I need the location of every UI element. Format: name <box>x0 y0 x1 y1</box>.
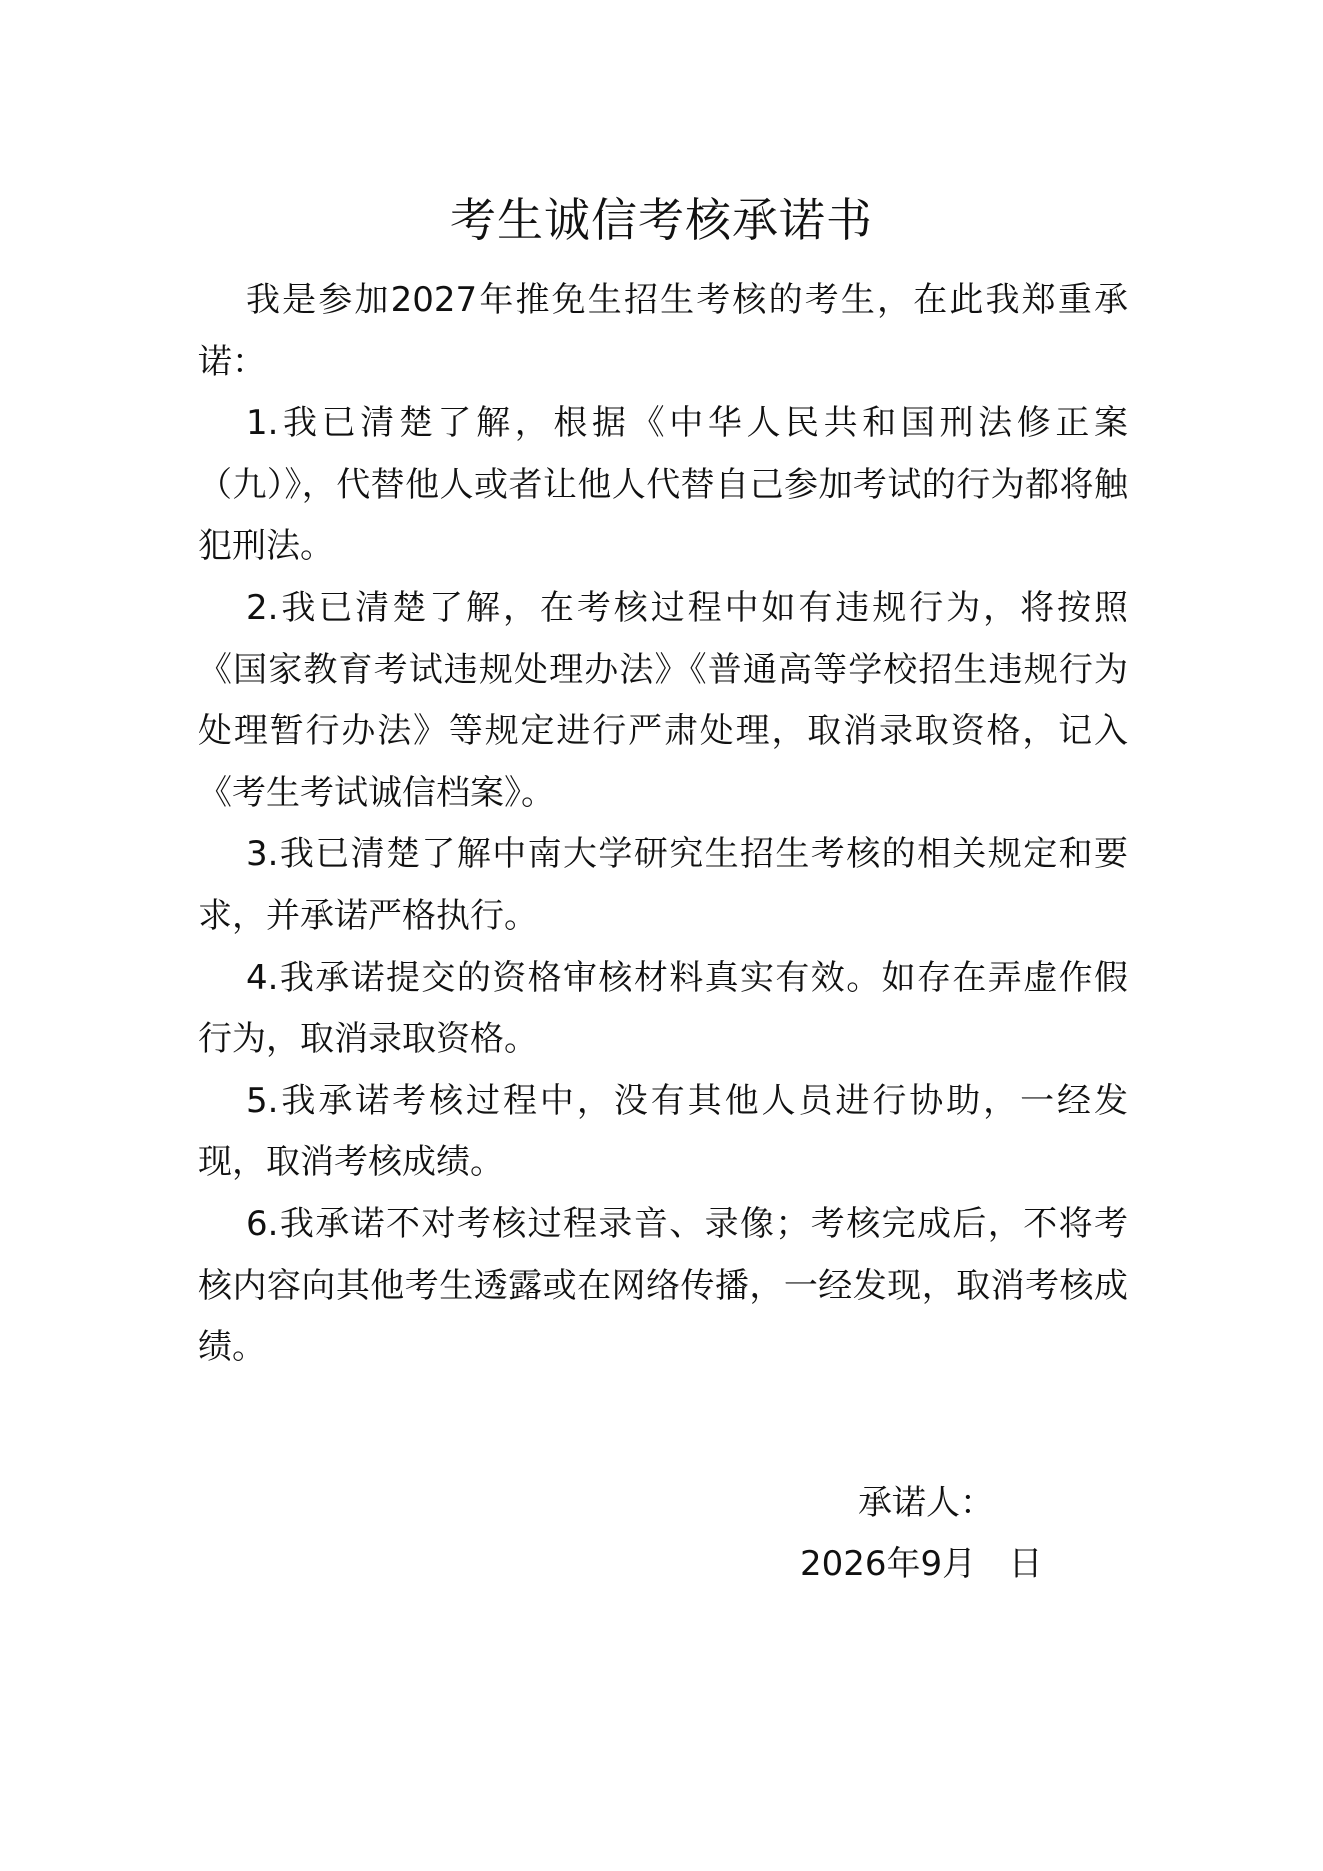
document-title: 考生诚信考核承诺书 <box>450 193 873 247</box>
signer-label: 承诺人： <box>858 1483 994 1523</box>
pledge-item-6: 6.我承诺不对考核过程录音、录像；考核完成后，不将考核内容向其他考生透露或在网络传播，一经发现，取消考核成绩。 <box>198 1203 1128 1368</box>
pledge-item-2: 2.我已清楚了解，在考核过程中如有违规行为，将按照《国家教育考试违规处理办法》《普通高等学校招生违规行为处理暂行办法》等规定进行严肃处理，取消录取资格，记入《考生考试诚信档案》。 <box>198 587 1128 813</box>
pledge-item-4: 4.我承诺提交的资格审核材料真实有效。如存在弄虚作假行为，取消录取资格。 <box>198 957 1128 1060</box>
pledge-item-1: 1.我已清楚了解，根据《中华人民共和国刑法修正案（九）》，代替他人或者让他人代替自己参加考试的行为都将触犯刑法。 <box>198 403 1128 567</box>
document-body <box>198 270 1128 1379</box>
intro-paragraph: 我是参加2027年推免生招生考核的考生，在此我郑重承诺： <box>198 280 1128 382</box>
pledge-item-5: 5.我承诺考核过程中，没有其他人员进行协助，一经发现，取消考核成绩。 <box>198 1080 1128 1183</box>
pledge-item-3: 3.我已清楚了解中南大学研究生招生考核的相关规定和要求，并承诺严格执行。 <box>198 834 1128 936</box>
date-line: 2026年9月 日 <box>800 1544 1043 1584</box>
